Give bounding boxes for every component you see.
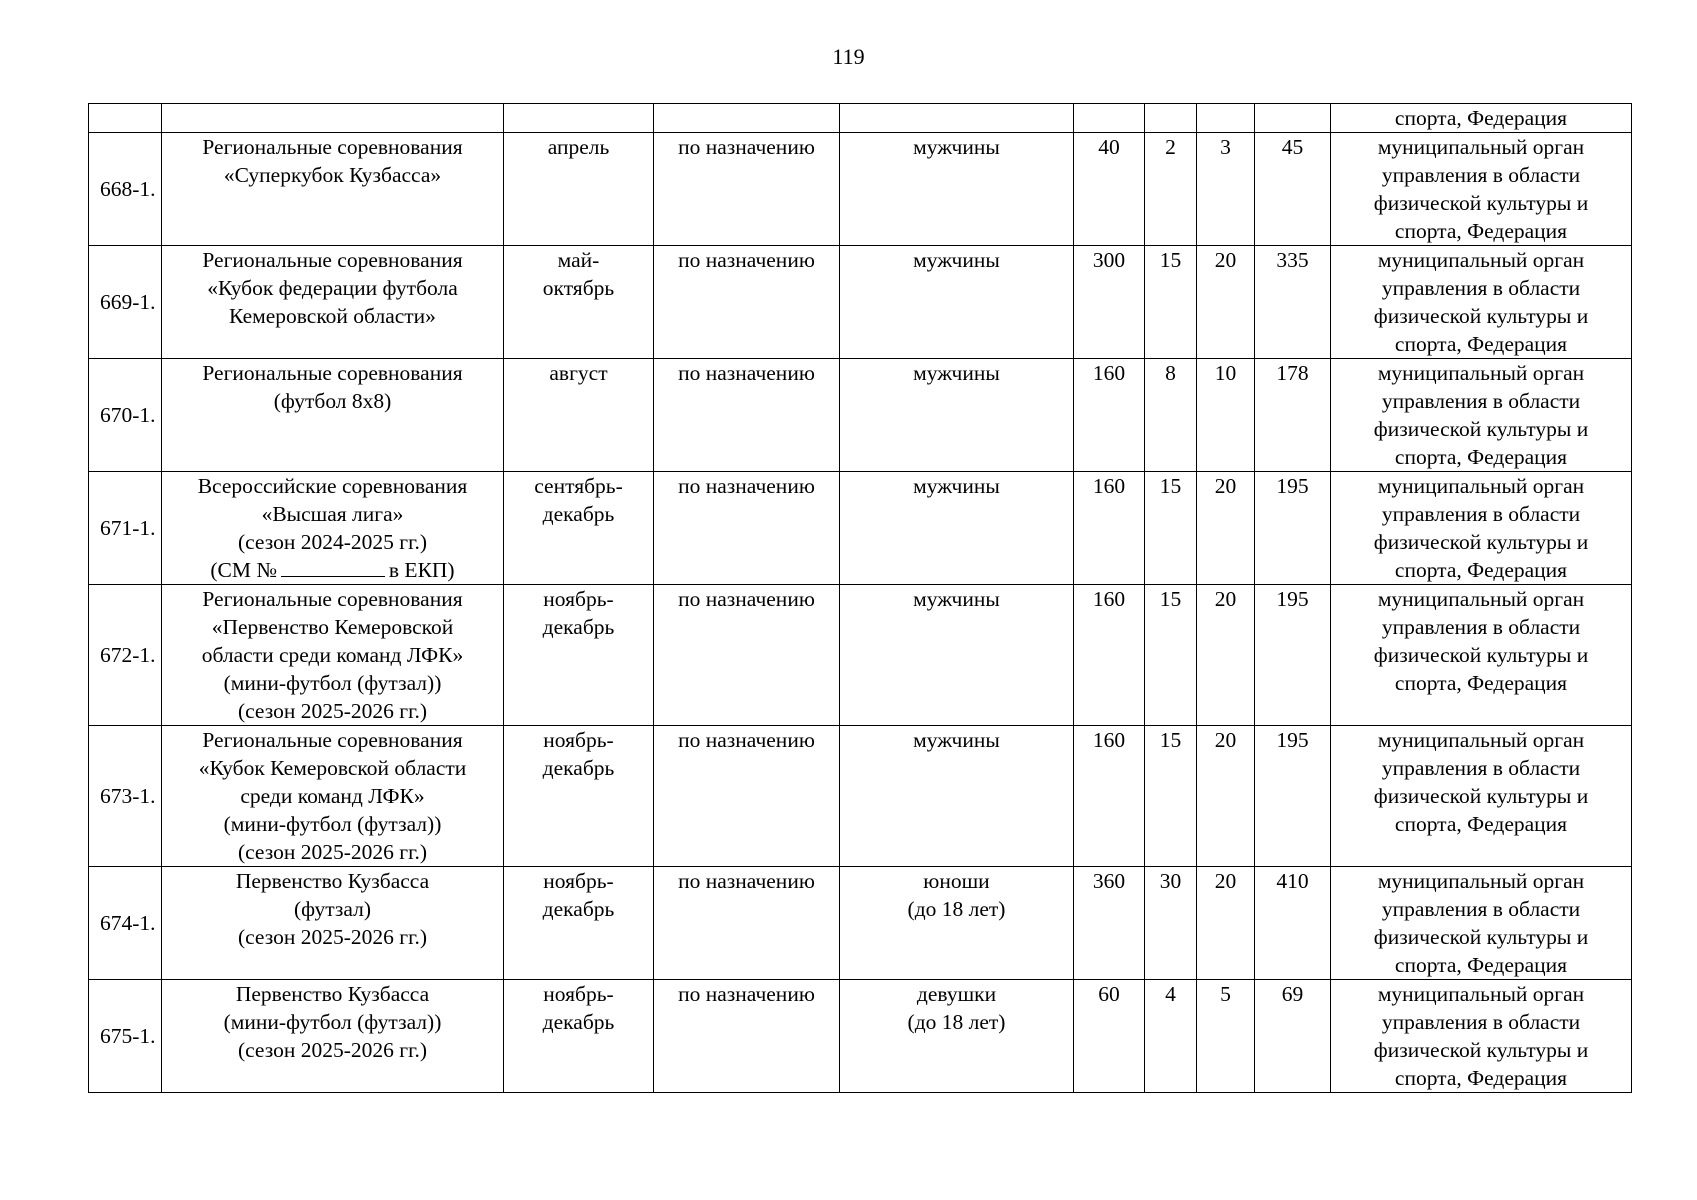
cell-coaches (1145, 585, 1197, 726)
cell-organizer (1331, 104, 1632, 133)
cell-organizer (1331, 585, 1632, 726)
selection-method: по назначению (678, 135, 815, 159)
cell-participants (840, 867, 1074, 980)
cell-coaches (1145, 246, 1197, 359)
cell-total (1255, 726, 1331, 867)
cell-athletes (1074, 585, 1145, 726)
event-name-line: Региональные соревнования (202, 587, 463, 611)
page-number: 119 (832, 44, 865, 69)
cell-selection (654, 980, 840, 1093)
organizer-line: муниципальный орган (1377, 135, 1585, 159)
event-name-line: Первенство Кузбасса (235, 869, 430, 893)
cell-participants (840, 472, 1074, 585)
period-line: декабрь (542, 897, 615, 921)
table-row (89, 246, 1632, 359)
event-name-line: «Высшая лига» (261, 502, 404, 526)
period-line: ноябрь- (543, 728, 614, 752)
judges-count: 20 (1214, 474, 1237, 498)
cell-selection (654, 472, 840, 585)
judges-count: 10 (1214, 361, 1237, 385)
table-row (89, 133, 1632, 246)
cell-coaches (1145, 472, 1197, 585)
organizer-line: управления в области (1381, 276, 1581, 300)
period-line: декабрь (542, 756, 615, 780)
organizer-line: физической культуры и (1373, 1038, 1589, 1062)
cell-num (89, 246, 162, 359)
selection-method: по назначению (678, 869, 815, 893)
event-name-line: Первенство Кузбасса (235, 982, 430, 1006)
cell-organizer (1331, 867, 1632, 980)
ekp-reference (164, 556, 501, 584)
judges-count: 20 (1214, 869, 1237, 893)
cell-participants (840, 585, 1074, 726)
cell-coaches (1145, 867, 1197, 980)
table-row (89, 472, 1632, 585)
cell-organizer (1331, 472, 1632, 585)
cell-period (504, 867, 654, 980)
cell-num (89, 133, 162, 246)
period-line: сентябрь- (534, 474, 623, 498)
participants-line: мужчины (913, 728, 1000, 752)
cell-total (1255, 867, 1331, 980)
organizer-line: физической культуры и (1373, 643, 1589, 667)
cell-athletes (1074, 867, 1145, 980)
cell-num (89, 104, 162, 133)
coaches-count: 15 (1159, 587, 1182, 611)
cell-judges (1197, 246, 1255, 359)
cell-organizer (1331, 359, 1632, 472)
cell-num (89, 472, 162, 585)
cell-num (89, 585, 162, 726)
organizer-line: физической культуры и (1373, 925, 1589, 949)
organizer-line: физической культуры и (1373, 191, 1589, 215)
cell-judges (1197, 104, 1255, 133)
cell-selection (654, 133, 840, 246)
organizer-line: спорта, Федерация (1394, 332, 1568, 356)
cell-period (504, 246, 654, 359)
table-row (89, 726, 1632, 867)
period-line: ноябрь- (543, 587, 614, 611)
judges-count: 20 (1214, 248, 1237, 272)
athletes-count: 160 (1092, 728, 1126, 752)
event-name-line: «Кубок Кемеровской области (198, 756, 467, 780)
judges-count: 20 (1214, 587, 1237, 611)
period-line: август (549, 361, 608, 385)
athletes-count: 40 (1098, 135, 1120, 159)
event-name-line: Региональные соревнования (202, 361, 463, 385)
organizer-line: муниципальный орган (1377, 982, 1585, 1006)
cell-coaches (1145, 980, 1197, 1093)
cell-name (162, 246, 504, 359)
period-line: ноябрь- (543, 982, 614, 1006)
selection-method: по назначению (678, 361, 815, 385)
organizer-line: управления в области (1381, 163, 1581, 187)
event-name-line: (сезон 2025-2026 гг.) (237, 1038, 428, 1062)
organizer-line: муниципальный орган (1377, 248, 1585, 272)
cell-coaches (1145, 359, 1197, 472)
event-name-line: (мини-футбол (футзал)) (223, 671, 442, 695)
organizer-line: спорта, Федерация (1394, 1066, 1568, 1090)
participants-line: девушки (916, 982, 997, 1006)
event-name-line: «Суперкубок Кузбасса» (223, 163, 442, 187)
row-number: 670-1. (100, 403, 156, 427)
ekp-reference-suffix: в ЕКП) (388, 558, 455, 582)
athletes-count: 160 (1092, 474, 1126, 498)
cell-total (1255, 980, 1331, 1093)
cell-judges (1197, 980, 1255, 1093)
organizer-line: управления в области (1381, 389, 1581, 413)
total-count: 178 (1276, 361, 1309, 385)
cell-selection (654, 726, 840, 867)
cell-selection (654, 585, 840, 726)
total-count: 45 (1281, 135, 1304, 159)
cell-participants (840, 980, 1074, 1093)
cell-participants (840, 359, 1074, 472)
event-name-line: среди команд ЛФК» (240, 784, 425, 808)
events-table (88, 103, 1632, 1093)
selection-method: по назначению (678, 587, 815, 611)
cell-name (162, 472, 504, 585)
cell-judges (1197, 867, 1255, 980)
cell-period (504, 104, 654, 133)
cell-athletes (1074, 726, 1145, 867)
cell-num (89, 359, 162, 472)
cell-num (89, 980, 162, 1093)
cell-judges (1197, 585, 1255, 726)
coaches-count: 4 (1165, 982, 1176, 1006)
organizer-line: физической культуры и (1373, 530, 1589, 554)
blank-field-line (281, 556, 385, 577)
organizer-line: спорта, Федерация (1394, 219, 1568, 243)
row-number: 673-1. (100, 784, 156, 808)
row-number: 674-1. (100, 911, 156, 935)
athletes-count: 360 (1092, 869, 1126, 893)
event-name-line: (сезон 2025-2026 гг.) (237, 840, 428, 864)
period-line: декабрь (542, 615, 615, 639)
organizer-line: спорта, Федерация (1394, 812, 1568, 836)
cell-total (1255, 585, 1331, 726)
organizer-line: муниципальный орган (1377, 474, 1585, 498)
cell-athletes (1074, 359, 1145, 472)
athletes-count: 60 (1098, 982, 1120, 1006)
event-name-line: «Кубок федерации футбола (207, 276, 458, 300)
event-name-line: (сезон 2025-2026 гг.) (237, 925, 428, 949)
ekp-reference-prefix: (СМ № (210, 558, 277, 582)
cell-name (162, 133, 504, 246)
period-line: декабрь (542, 502, 615, 526)
event-name-line: Всероссийские соревнования (197, 474, 468, 498)
judges-count: 20 (1214, 728, 1237, 752)
table-row (89, 867, 1632, 980)
selection-method: по назначению (678, 982, 815, 1006)
cell-selection (654, 867, 840, 980)
cell-judges (1197, 359, 1255, 472)
period-line: апрель (547, 135, 610, 159)
cell-period (504, 359, 654, 472)
period-line: декабрь (542, 1010, 615, 1034)
total-count: 195 (1276, 728, 1309, 752)
cell-judges (1197, 472, 1255, 585)
event-name-line: Региональные соревнования (202, 248, 463, 272)
cell-period (504, 133, 654, 246)
athletes-count: 300 (1092, 248, 1126, 272)
cell-organizer (1331, 980, 1632, 1093)
cell-period (504, 726, 654, 867)
cell-selection (654, 359, 840, 472)
participants-line: мужчины (913, 361, 1000, 385)
cell-athletes (1074, 980, 1145, 1093)
organizer-line: спорта, Федерация (1394, 558, 1568, 582)
event-name-line: «Первенство Кемеровской (211, 615, 454, 639)
participants-line: мужчины (913, 474, 1000, 498)
participants-line: (до 18 лет) (907, 897, 1006, 921)
cell-participants (840, 246, 1074, 359)
cell-athletes (1074, 133, 1145, 246)
cell-coaches (1145, 726, 1197, 867)
organizer-line: управления в области (1381, 897, 1581, 921)
row-number: 668-1. (100, 177, 156, 201)
organizer-line: физической культуры и (1373, 304, 1589, 328)
coaches-count: 30 (1159, 869, 1182, 893)
cell-name (162, 585, 504, 726)
organizer-line: управления в области (1381, 1010, 1581, 1034)
organizer-line: физической культуры и (1373, 417, 1589, 441)
cell-total (1255, 246, 1331, 359)
coaches-count: 15 (1159, 728, 1182, 752)
organizer-line: муниципальный орган (1377, 728, 1585, 752)
table-row (89, 980, 1632, 1093)
coaches-count: 2 (1165, 135, 1176, 159)
period-line: октябрь (542, 276, 615, 300)
organizer-line: управления в области (1381, 615, 1581, 639)
organizer-line: управления в области (1381, 756, 1581, 780)
event-name-line: Региональные соревнования (202, 135, 463, 159)
period-line: ноябрь- (543, 869, 614, 893)
cell-total (1255, 133, 1331, 246)
cell-athletes (1074, 104, 1145, 133)
cell-athletes (1074, 472, 1145, 585)
organizer-line: муниципальный орган (1377, 587, 1585, 611)
selection-method: по назначению (678, 474, 815, 498)
row-number: 675-1. (100, 1024, 156, 1048)
event-name-line: Региональные соревнования (202, 728, 463, 752)
cell-total (1255, 104, 1331, 133)
participants-line: мужчины (913, 135, 1000, 159)
selection-method: по назначению (678, 728, 815, 752)
cell-coaches (1145, 104, 1197, 133)
cell-judges (1197, 133, 1255, 246)
event-name-line: Кемеровской области» (229, 304, 436, 328)
row-number: 671-1. (100, 516, 156, 540)
participants-line: (до 18 лет) (907, 1010, 1006, 1034)
organizer-line: спорта, Федерация (1394, 671, 1568, 695)
table-row (89, 359, 1632, 472)
event-name-line: (футбол 8х8) (273, 389, 392, 413)
organizer-line: спорта, Федерация (1394, 953, 1568, 977)
organizer-line: муниципальный орган (1377, 361, 1585, 385)
participants-line: мужчины (913, 248, 1000, 272)
row-number: 669-1. (100, 290, 156, 314)
total-count: 410 (1276, 869, 1309, 893)
cell-num (89, 867, 162, 980)
cell-selection (654, 104, 840, 133)
coaches-count: 15 (1159, 474, 1182, 498)
selection-method: по назначению (678, 248, 815, 272)
participants-line: мужчины (913, 587, 1000, 611)
cell-period (504, 472, 654, 585)
athletes-count: 160 (1092, 587, 1126, 611)
table-row-continuation (89, 104, 1632, 133)
cell-organizer (1331, 133, 1632, 246)
judges-count: 3 (1220, 135, 1231, 159)
cell-name (162, 104, 504, 133)
cell-athletes (1074, 246, 1145, 359)
cell-total (1255, 472, 1331, 585)
event-name-line: области среди команд ЛФК» (201, 643, 464, 667)
organizer-line: муниципальный орган (1377, 869, 1585, 893)
total-count: 195 (1276, 474, 1309, 498)
period-line: май- (557, 248, 600, 272)
cell-judges (1197, 726, 1255, 867)
cell-num (89, 726, 162, 867)
cell-name (162, 726, 504, 867)
cell-organizer (1331, 246, 1632, 359)
cell-name (162, 980, 504, 1093)
cell-participants (840, 726, 1074, 867)
total-count: 195 (1276, 587, 1309, 611)
organizer-line: физической культуры и (1373, 784, 1589, 808)
organizer-line: спорта, Федерация (1394, 106, 1568, 130)
event-name-line: (мини-футбол (футзал)) (223, 812, 442, 836)
cell-selection (654, 246, 840, 359)
coaches-count: 15 (1159, 248, 1182, 272)
cell-period (504, 980, 654, 1093)
judges-count: 5 (1220, 982, 1231, 1006)
event-name-line: (футзал) (293, 897, 372, 921)
table-row (89, 585, 1632, 726)
cell-participants (840, 104, 1074, 133)
organizer-line: управления в области (1381, 502, 1581, 526)
event-name-line: (сезон 2024-2025 гг.) (237, 530, 428, 554)
row-number: 672-1. (100, 643, 156, 667)
coaches-count: 8 (1165, 361, 1176, 385)
cell-organizer (1331, 726, 1632, 867)
cell-total (1255, 359, 1331, 472)
total-count: 69 (1281, 982, 1304, 1006)
cell-name (162, 867, 504, 980)
event-name-line: (сезон 2025-2026 гг.) (237, 699, 428, 723)
participants-line: юноши (923, 869, 990, 893)
cell-period (504, 585, 654, 726)
cell-name (162, 359, 504, 472)
organizer-line: спорта, Федерация (1394, 445, 1568, 469)
event-name-line: (мини-футбол (футзал)) (223, 1010, 442, 1034)
cell-participants (840, 133, 1074, 246)
total-count: 335 (1276, 248, 1309, 272)
athletes-count: 160 (1092, 361, 1126, 385)
cell-coaches (1145, 133, 1197, 246)
